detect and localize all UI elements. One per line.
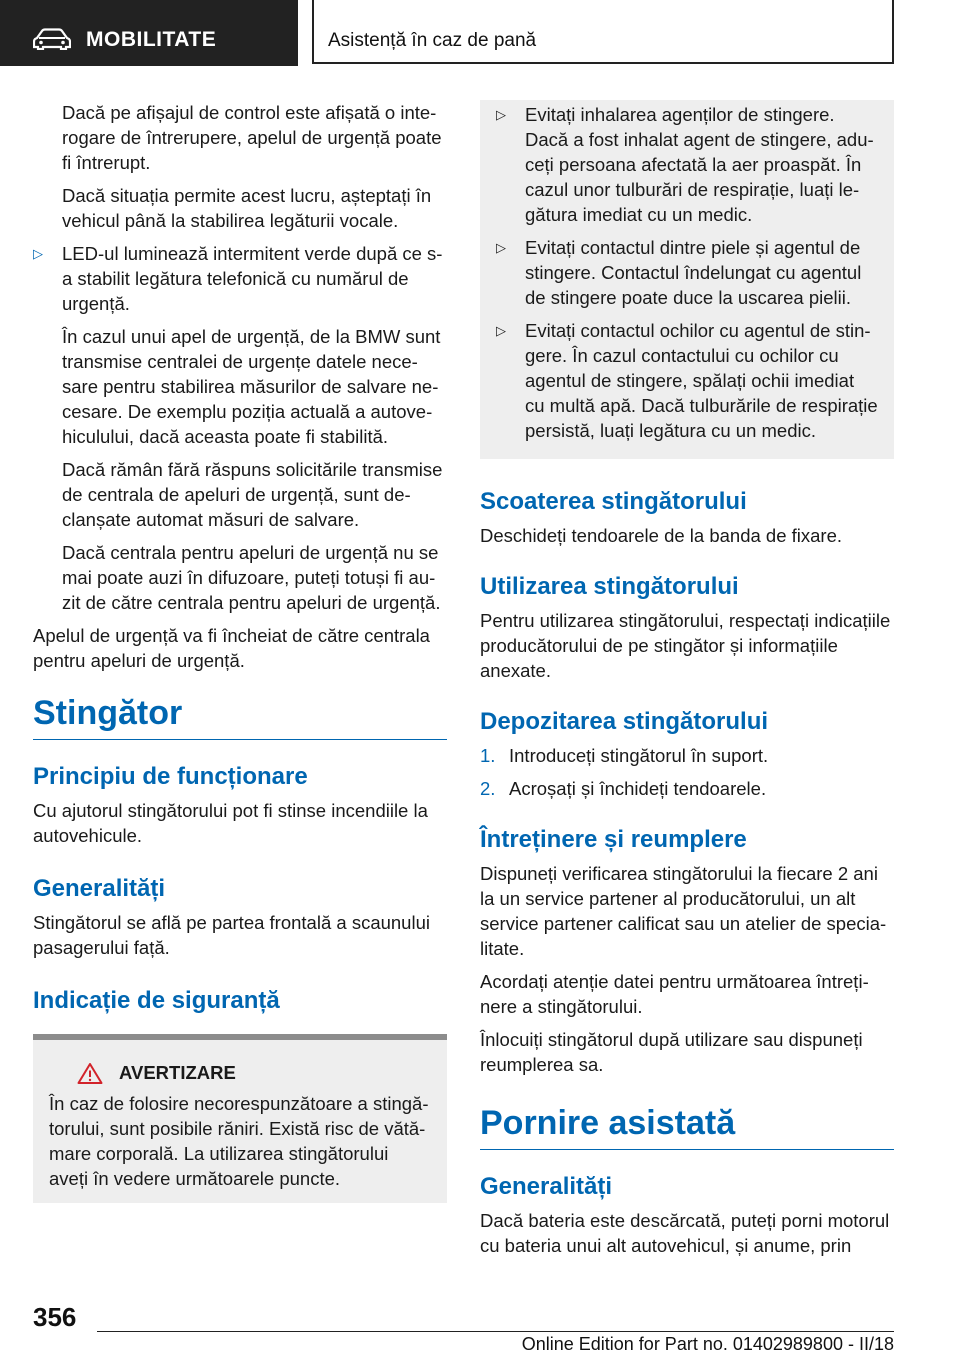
paragraph: Stingătorul se află pe partea frontală a scaunului pasagerului față.: [33, 912, 430, 958]
section-heading: [33, 693, 447, 740]
heading-jump-start: Pornire asistată: [480, 1104, 736, 1142]
paragraph: Dacă rămân fără răspuns solicitările transmise de centrala de apeluri de urgență, sunt declanșate automat măsuri de salvare.: [62, 459, 443, 530]
list-item-text: Evitați inhalarea agenților de stingere. Dacă a fost inhalat agent de stingere, aduceți persoana afectată la aer proaspăt. În cazul unor tulburări de respirație, luați legătura imediat cu un medic.: [525, 104, 874, 225]
section-heading: [480, 1103, 894, 1150]
left-column: [33, 100, 447, 1203]
step-text: Introduceți stingătorul în suport.: [509, 745, 769, 766]
section-tab: [312, 0, 894, 64]
paragraph: Dacă bateria este descărcată, puteți porni motorul cu bateria unui alt autovehicul, și anume, prin: [480, 1210, 890, 1256]
warning-box: [33, 1034, 447, 1203]
paragraph: Dacă centrala pentru apeluri de urgență nu se mai poate auzi în difuzoare, puteți totuși fi auzit de către centrala pentru apeluri de urgență.: [62, 542, 441, 613]
triangle-arrow-icon: ▷: [496, 107, 506, 122]
list-item-text: LED-ul luminează intermitent verde după ce s-a stabilit legătura telefonică cu numărul de urgență.: [62, 243, 443, 314]
heading-use: Utilizarea stingătorului: [480, 573, 739, 600]
triangle-arrow-icon: ▷: [496, 240, 506, 255]
footer-divider: [97, 1331, 894, 1332]
warning-header: [49, 1060, 431, 1085]
page-number: 356: [33, 1302, 77, 1332]
paragraph: Înlocuiți stingătorul după utilizare sau dispuneți reumplerea sa.: [480, 1029, 863, 1075]
paragraph: Cu ajutorul stingătorului pot fi stinse incendiile la autovehicule.: [33, 800, 428, 846]
heading-general-2: Generalități: [480, 1173, 613, 1200]
list-item-text: Evitați contactul ochilor cu agentul de stingere. În cazul contactului cu ochilor cu agentul de stingere, spălați ochii imediat cu multă apă. Dacă tulburările de respirație persistă, luați legătura cu un medic.: [525, 320, 878, 441]
paragraph: Acordați atenție datei pentru următoarea întreținere a stingătorului.: [480, 971, 869, 1017]
step-text: Acroșați și închideți tendoarele.: [509, 778, 767, 799]
list-item-text: Evitați contactul dintre piele și agentul de stingere. Contactul îndelungat cu agentul de stingere poate duce la uscarea pielii.: [525, 237, 862, 308]
triangle-arrow-icon: ▷: [33, 246, 43, 261]
list-item: [496, 102, 878, 227]
page-header: [0, 0, 960, 66]
warning-continuation-box: [480, 100, 894, 459]
paragraph: Dacă pe afișajul de control este afișată o interogare de întrerupere, apelul de urgență poate fi întrerupt.: [62, 102, 442, 173]
edition-text: Online Edition for Part no. 01402989800 - II/18: [521, 1334, 894, 1354]
chapter-label: MOBILITATE: [86, 28, 217, 51]
paragraph: Dacă situația permite acest lucru, așteptați în vehicul până la stabilirea legăturii vocale.: [62, 185, 432, 231]
paragraph: Pentru utilizarea stingătorului, respectați indicațiile producătorului de pe stingător și informațiile anexate.: [480, 610, 891, 681]
step-number: 2.: [480, 778, 496, 799]
heading-remove: Scoaterea stingătorului: [480, 488, 747, 515]
paragraph: Deschideți tendoarele de la banda de fixare.: [480, 525, 843, 546]
heading-extinguisher: Stingător: [33, 694, 183, 732]
warning-text: În caz de folosire necorespunzătoare a stingătorului, sunt posibile răniri. Există risc de vătămare corporală. La utilizarea stingătorului aveți în vedere următoarele puncte.: [49, 1093, 429, 1189]
chapter-tab: [0, 0, 298, 66]
heading-principle: Principiu de funcționare: [33, 763, 308, 790]
warning-triangle-icon: [77, 1062, 103, 1084]
triangle-arrow-icon: ▷: [496, 323, 506, 338]
heading-store: Depozitarea stingătorului: [480, 708, 769, 735]
list-item: [496, 318, 878, 443]
list-item: [480, 776, 894, 801]
heading-maintenance: Întreținere și reumplere: [480, 826, 747, 853]
heading-general: Generalități: [33, 875, 166, 902]
right-column: [480, 100, 894, 1266]
list-item: [480, 743, 894, 768]
paragraph: Apelul de urgență va fi încheiat de către centrala pentru apeluri de urgență.: [33, 625, 430, 671]
warning-title: AVERTIZARE: [119, 1062, 236, 1083]
list-item: [33, 241, 447, 316]
section-label: Asistență în caz de pană: [328, 30, 537, 51]
paragraph: Dispuneți verificarea stingătorului la fiecare 2 ani la un service partener al producătorului, un alt service partener calificat sau un atelier de specialitate.: [480, 863, 887, 959]
step-number: 1.: [480, 745, 496, 766]
car-icon: [33, 28, 71, 50]
list-item: [496, 235, 878, 310]
heading-safety: Indicație de siguranță: [33, 987, 280, 1014]
paragraph: În cazul unui apel de urgență, de la BMW sunt transmise centralei de urgențe datele necesare pentru stabilirea măsurilor de salvare necesare. De exemplu poziția actuală a autovehiculului, dacă aceasta poate fi stabilită.: [62, 326, 441, 447]
